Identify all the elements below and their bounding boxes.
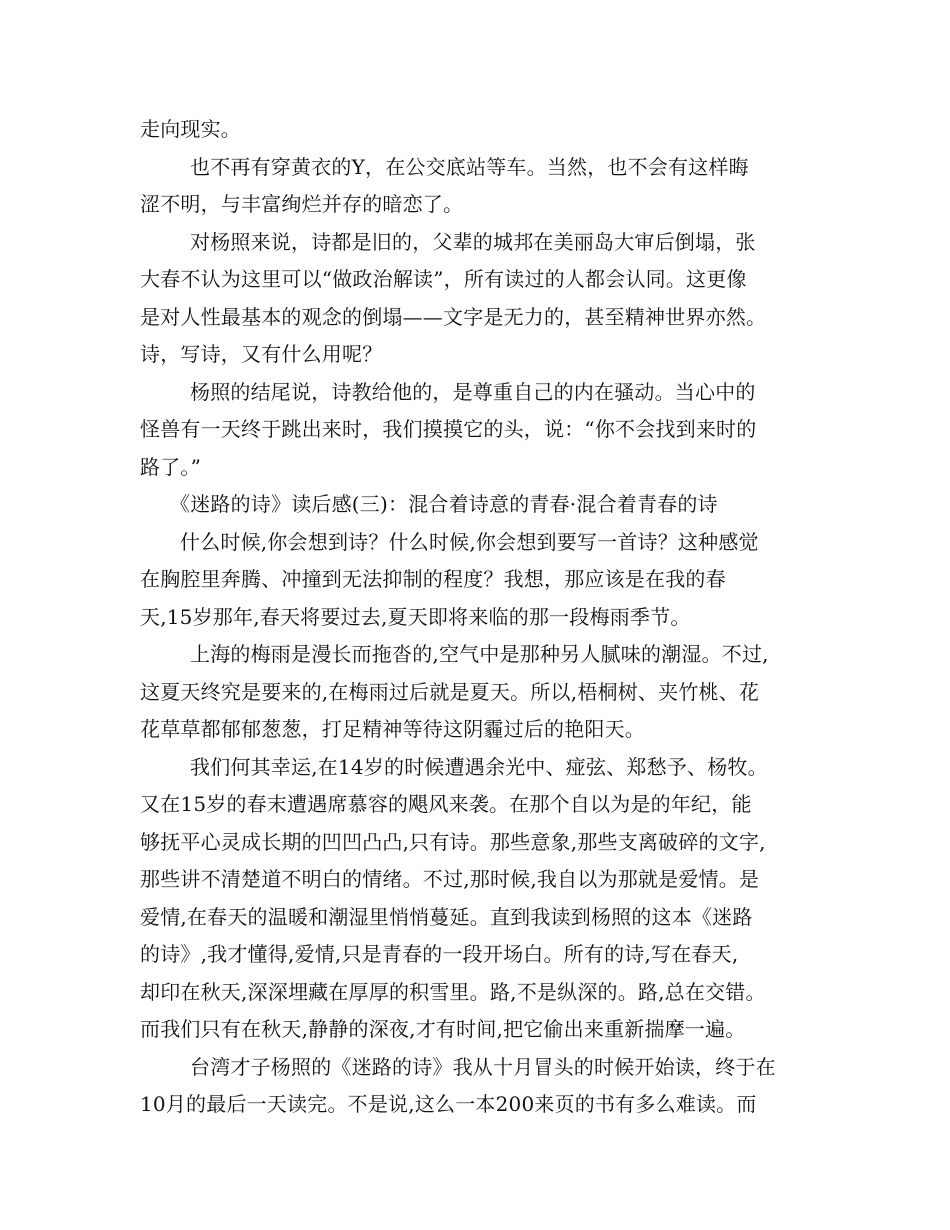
text-line: 也不再有穿黄衣的Y，在公交底站等车。当然，也不会有这样晦: [190, 155, 749, 179]
text-line: 又在15岁的春末遭遇席慕容的飓风来袭。在那个自以为是的年纪，能: [140, 792, 752, 816]
text-line: 够抚平心灵成长期的凹凹凸凸,只有诗。那些意象,那些支离破碎的文字,: [140, 830, 766, 854]
text-line: 是对人性最基本的观念的倒塌——文字是无力的，甚至精神世界亦然。: [140, 305, 767, 329]
text-line: 上海的梅雨是漫长而拖沓的,空气中是那种另人腻味的潮湿。不过,: [190, 642, 769, 666]
section-heading: 《迷路的诗》读后感(三)：混合着诗意的青春·混合着青春的诗: [170, 492, 718, 516]
text-line: 的诗》,我才懂得,爱情,只是青春的一段开场白。所有的诗,写在春天,: [140, 942, 739, 966]
text-line: 涩不明，与丰富绚烂并存的暗恋了。: [140, 192, 464, 216]
text-line: 诗，写诗，又有什么用呢？: [140, 342, 383, 366]
text-line: 走向现实。: [140, 117, 241, 141]
text-line: 在胸腔里奔腾、冲撞到无法抑制的程度？我想，那应该是在我的春: [140, 567, 726, 591]
text-line: 我们何其幸运,在14岁的时候遭遇余光中、痖弦、郑愁予、杨牧。: [190, 755, 768, 779]
text-line: 杨照的结尾说，诗教给他的，是尊重自己的内在骚动。当心中的: [190, 380, 756, 404]
text-line: 大春不认为这里可以“做政治解读”，所有读过的人都会认同。这更像: [140, 267, 747, 291]
text-line: 天,15岁那年,春天将要过去,夏天即将来临的那一段梅雨季节。: [140, 605, 691, 629]
text-line: 什么时候,你会想到诗？什么时候,你会想到要写一首诗？这种感觉: [180, 530, 759, 554]
text-line: 花草草都郁郁葱葱，打足精神等待这阴霾过后的艳阳天。: [140, 717, 645, 741]
text-line: 路了。”: [140, 455, 202, 479]
text-line: 而我们只有在秋天,静静的深夜,才有时间,把它偷出来重新揣摩一遍。: [140, 1017, 746, 1041]
text-line: 台湾才子杨照的《迷路的诗》我从十月冒头的时候开始读，终于在: [190, 1055, 776, 1079]
text-line: 那些讲不清楚道不明白的情绪。不过,那时候,我自以为那就是爱情。是: [140, 867, 760, 891]
text-line: 怪兽有一天终于跳出来时，我们摸摸它的头，说：“你不会找到来时的: [140, 417, 757, 441]
text-line: 10月的最后一天读完。不是说,这么一本200来页的书有多么难读。而: [140, 1092, 757, 1116]
text-line: 却印在秋天,深深埋藏在厚厚的积雪里。路,不是纵深的。路,总在交错。: [140, 980, 766, 1004]
text-line: 这夏天终究是要来的,在梅雨过后就是夏天。所以,梧桐树、夹竹桃、花: [140, 680, 760, 704]
text-line: 对杨照来说，诗都是旧的，父辈的城邦在美丽岛大审后倒塌，张: [190, 230, 756, 254]
text-line: 爱情,在春天的温暖和潮湿里悄悄蔓延。直到我读到杨照的这本《迷路: [140, 905, 753, 929]
